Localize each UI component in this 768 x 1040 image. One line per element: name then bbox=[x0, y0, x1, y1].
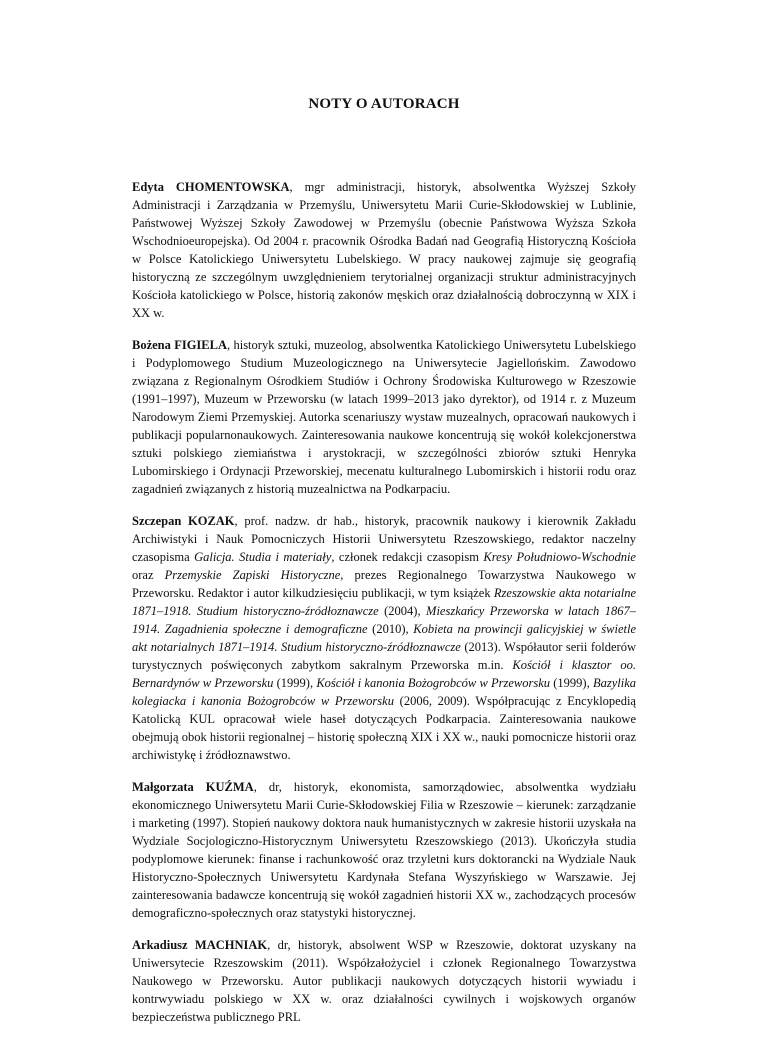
author-bio-part: (2004), bbox=[378, 604, 427, 618]
author-note-machniak bbox=[132, 936, 636, 1026]
publication-title: Galicja. Studia i materiały bbox=[194, 550, 332, 564]
author-name: Arkadiusz MACHNIAK bbox=[132, 938, 268, 952]
author-name: Małgorzata KUŹMA bbox=[132, 780, 254, 794]
publication-title: Rzeszowskie akta notarialne 1871–1918. Studium historyczno-źródłoznawcze bbox=[132, 586, 637, 618]
author-bio-part: , prezes Regionalnego Towarzystwa Naukowego w Przeworsku. Redaktor i autor kilkudziesięciu publikacji, w tym książek bbox=[132, 568, 636, 600]
author-note-kozak bbox=[132, 512, 636, 764]
author-bio-part: oraz bbox=[132, 568, 165, 582]
page-title: NOTY O AUTORACH bbox=[308, 96, 460, 112]
author-bio: , mgr administracji, historyk, absolwentka Wyższej Szkoły Administracji i Zarządzania w Przemyślu, Uniwersytetu Marii Curie-Skłodowskiej w Lublinie, Państwowej Wyższej Szkoły Zawodowej w Przemyślu (obecnie Państwowa Wyższa Szkoła Wschodnioeuropejska). Od 2004 r. pracownik Ośrodka Badań nad Geografią Historyczną Kościoła w Polsce Katolickiego Uniwersytetu Lubelskiego. W pracy naukowej zajmuje się geografią historyczną ze szczególnym uwzględnieniem terytorialnej organizacji struktur administracyjnych Kościoła katolickiego w Polsce, historią zakonów męskich oraz działalnością dobroczynną w XIX i XX w. bbox=[132, 180, 637, 320]
author-note-kuzma bbox=[132, 778, 636, 922]
author-bio-part: (2010), bbox=[367, 622, 414, 636]
author-bio-part: (1999), bbox=[550, 676, 593, 690]
author-bio-part: , członek redakcji czasopism bbox=[331, 550, 484, 564]
author-name: Bożena FIGIELA bbox=[132, 338, 228, 352]
author-bio-part: , prof. nadzw. dr hab., historyk, pracownik naukowy i kierownik Zakładu Archiwistyki i Nauk Pomocniczych Historii Uniwersytetu Rzeszowskiego, redaktor naczelny czasopisma bbox=[132, 514, 636, 564]
publication-title: Bazylika kolegiacka i kanonia Bożogrobców w Przeworsku bbox=[132, 676, 636, 708]
author-bio-part: (1999), bbox=[273, 676, 317, 690]
publication-title: Kościół i kanonia Bożogrobców w Przeworsku bbox=[316, 676, 551, 690]
publication-title: Kobieta na prowincji galicyjskiej w świetle akt notarialnych 1871–1914. Studium historyczno-źródłoznawcze bbox=[132, 622, 636, 654]
author-name: Szczepan KOZAK bbox=[132, 514, 235, 528]
author-bio: , dr, historyk, absolwent WSP w Rzeszowie, doktorat uzyskany na Uniwersytecie Rzeszowskim (2011). Współzałożyciel i członek Regionalnego Towarzystwa Naukowego w Przeworsku. Autor publikacji naukowych dotyczących historii wywiadu i kontrwywiadu polskiego w XX w. oraz działalności cywilnych i wojskowych organów bezpieczeństwa publicznego PRL bbox=[132, 938, 636, 1024]
author-note-chomentowska bbox=[132, 178, 636, 322]
publication-title: Przemyskie Zapiski Historyczne bbox=[164, 568, 341, 582]
publication-title: Mieszkańcy Przeworska w latach 1867–1914. Zagadnienia społeczne i demograficzne bbox=[132, 604, 637, 636]
author-bio: , dr, historyk, ekonomista, samorządowiec, absolwentka wydziału ekonomicznego Uniwersytetu Marii Curie-Skłodowskiej Filia w Rzeszowie – kierunek: zarządzanie i marketing (1997). Stopień naukowy doktora nauk humanistycznych w zakresie historii uzyskała na Wydziale Socjologiczno-Historycznym Uniwersytetu Rzeszowskiego (2013). Ukończyła studia podyplomowe kierunek: finanse i rachunkowość oraz trzyletni kurs doktorancki na Wydziale Nauk Historyczno-Społecznych Uniwersytetu Kardynała Stefana Wyszyńskiego w Warszawie. Jej zainteresowania badawcze koncentrują się wokół zagadnień historii XX w., zachodzących procesów demograficzno-społecznych oraz statystyki historycznej. bbox=[132, 780, 636, 920]
author-bio: , historyk sztuki, muzeolog, absolwentka Katolickiego Uniwersytetu Lubelskiego i Podyplomowego Studium Muzeologicznego na Uniwersytecie Jagiellońskim. Zawodowo związana z Regionalnym Ośrodkiem Studiów i Ochrony Środowiska Kulturowego w Rzeszowie (1991–1997), Muzeum w Przeworsku (w latach 1999–2013 jako dyrektor), od 1914 r. z Muzeum Narodowym Ziemi Przemyskiej. Autorka scenariuszy wystaw muzealnych, opracowań naukowych i publikacji popularnonaukowych. Zainteresowania naukowe koncentrują się wokół kolekcjonerstwa sztuki polskiego ziemiaństwa i arystokracji, w szczególności zbiorów sztuki Henryka Lubomirskiego i Ordynacji Przeworskiej, mecenatu kulturalnego Lubomirskich i historii rodu oraz zagadnień związanych z historią muzealnictwa na Podkarpaciu. bbox=[132, 338, 636, 496]
author-bio-part: (2013). Współautor serii folderów turystycznych poświęconych zabytkom sakralnym Przeworska m.in. bbox=[132, 640, 636, 672]
publication-title: Kościół i klasztor oo. Bernardynów w Przeworsku bbox=[132, 658, 636, 690]
author-notes bbox=[132, 178, 636, 1040]
author-note-figiela bbox=[132, 336, 636, 498]
publication-title: Kresy Południowo-Wschodnie bbox=[483, 550, 636, 564]
author-bio-part: (2006, 2009). Współpracując z Encyklopedią Katolicką KUL opracował wiele haseł dotyczących Podkarpacia. Zainteresowania naukowe obejmują obok historii regionalnej – historię społeczną XIX i XX w., nauki pomocnicze historii oraz archiwistykę i źródłoznawstwo. bbox=[132, 694, 636, 762]
author-name: Edyta CHOMENTOWSKA bbox=[132, 180, 290, 194]
